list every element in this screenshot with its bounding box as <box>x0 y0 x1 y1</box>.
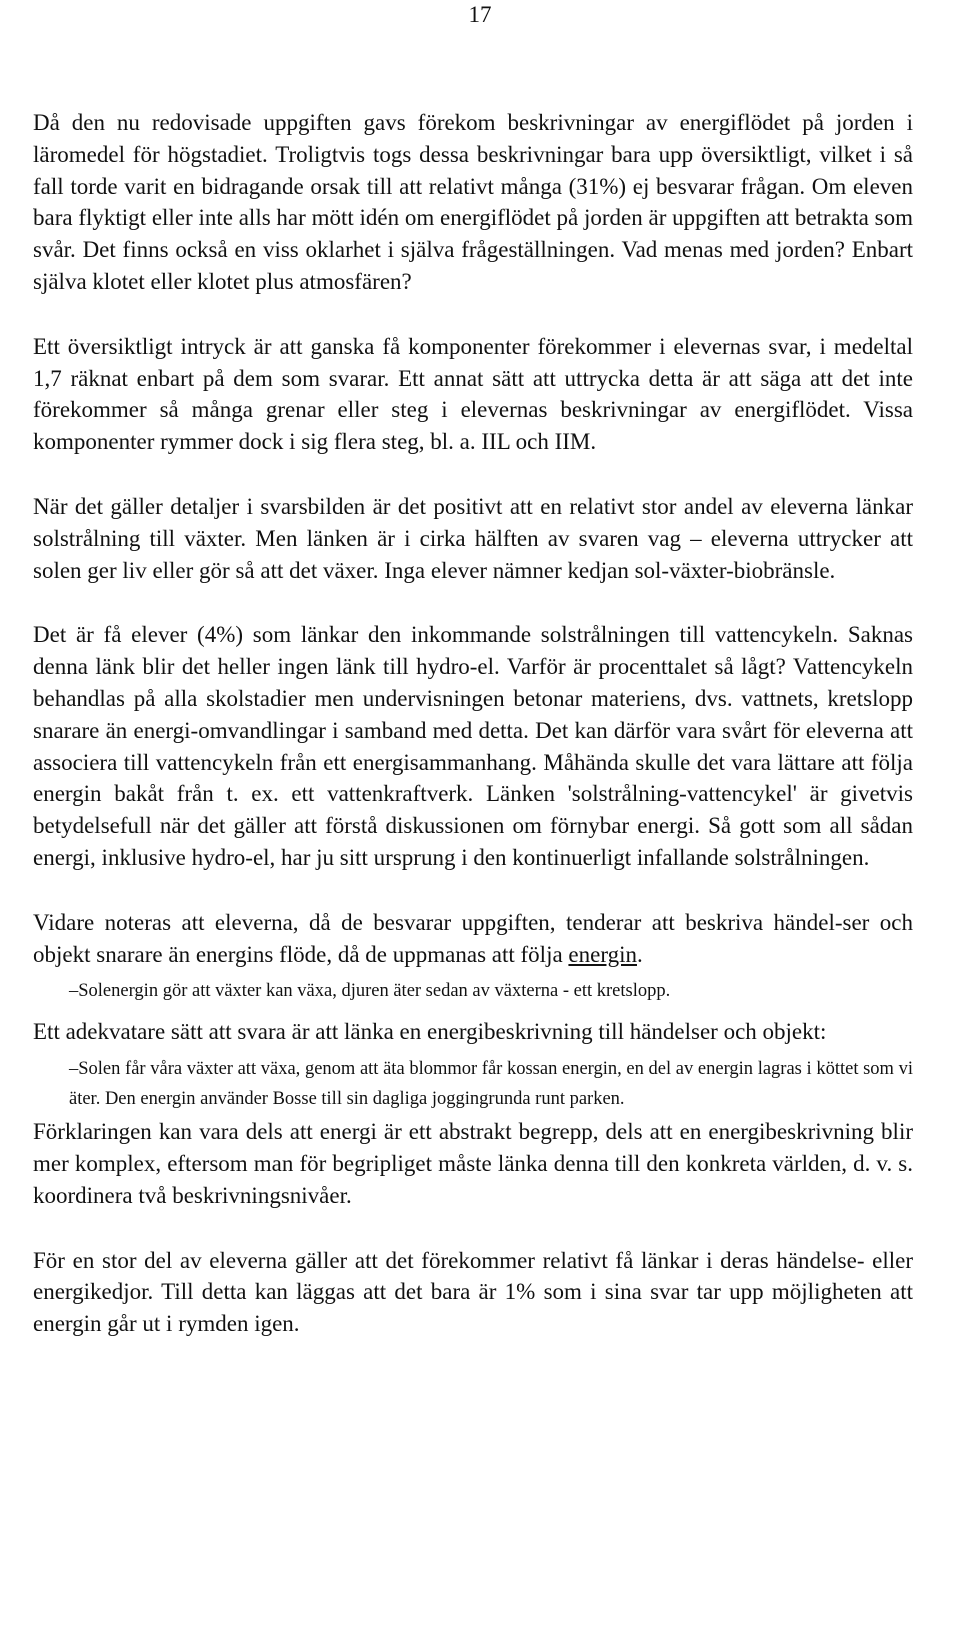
paragraph-events-objects <box>33 907 913 971</box>
paragraph-few-links: För en stor del av eleverna gäller att det förekommer relativt få länkar i deras händelse- eller energikedjor. Till detta kan läggas att det bara är 1% som i sina svar tar upp möjligheten att energin går ut i rymden igen. <box>33 1247 913 1337</box>
student-quote-2: –Solen får våra växter att växa, genom att äta blommor får kossan energin, en del av energin lagras i köttet som vi äter. Den energin använder Bosse till sin dagliga joggingrunda runt parken. <box>69 1059 913 1110</box>
paragraph-adequate-answer: Ett adekvatare sätt att svara är att länka en energibeskrivning till händelser och objekt: <box>33 1019 827 1045</box>
document-body <box>33 107 913 1340</box>
paragraph-components: Ett översiktligt intryck är att ganska få komponenter förekommer i elevernas svar, i medeltal 1,7 räknat enbart på dem som svarar. Ett annat sätt att uttrycka detta är att säga att det inte förekommer så många grenar eller steg i elevernas beskrivningar av energiflödet. Vissa komponenter rymmer dock i sig flera steg, bl. a. IIL och IIM. <box>33 333 913 455</box>
paragraph-explanation: Förklaringen kan vara dels att energi är ett abstrakt begrepp, dels att en energibeskrivning blir mer komplex, eftersom man för begripliget måste länka denna till den konkreta världen, d. v. s. koordinera två beskrivningsnivåer. <box>33 1119 913 1208</box>
paragraph-energy-flow-intro: Då den nu redovisade uppgiften gavs förekom beskrivningar av energiflödet på jorden i läromedel för högstadiet. Troligtvis togs dessa beskrivningar bara upp översiktligt, vilket i så fall torde varit en bidragande orsak till att relativt många (31%) ej besvarar frågan. Om eleven bara flyktigt eller inte alls har mött idén om energiflödet på jorden är uppgiften att betrakta som svår. Det finns också en viss oklarhet i själva frågeställningen. Vad menas med jorden? Enbart själva klotet eller klotet plus atmosfären? <box>33 110 913 294</box>
student-quote-1: –Solenergin gör att växter kan växa, djuren äter sedan av växterna - ett kretslopp. <box>69 981 671 1002</box>
paragraph-water-cycle: Det är få elever (4%) som länkar den inkommande solstrålningen till vattencykeln. Saknas denna länk blir det heller ingen länk till hydro-el. Varför är procenttalet så lågt? Vattencykeln behandlas på alla skolstadier men undervisningen betonar materiens, dvs. vattnets, kretslopp snarare än energi-omvandlingar i samband med detta. Det kan därför vara svårt för eleverna att associera till vattencykeln från ett energisammanhang. Måhända skulle det vara lättare att följa energin bakåt från t. ex. ett vattenkraftverk. Länken 'solstrålning-vattencykel' är givetvis betydelsefull när det gäller att förstå diskussionen om förnybar energi. Så gott som all sådan energi, inklusive hydro-el, har ju sitt ursprung i den kontinuerligt infallande solstrålningen. <box>33 622 913 870</box>
page-number: 17 <box>468 2 492 27</box>
paragraph-events-objects-text: Vidare noteras att eleverna, då de besvarar uppgiften, tenderar att beskriva händel-ser och objekt snarare än energins flöde, då de uppmanas att följa <box>33 909 913 967</box>
paragraph-events-objects-end: . <box>636 941 643 967</box>
underlined-word-energin: energin <box>568 941 637 967</box>
paragraph-details: När det gäller detaljer i svarsbilden är det positivt att en relativt stor andel av eleverna länkar solstrålning till växter. Men länken är i cirka hälften av svaren vag – eleverna uttrycker att solen ger liv eller gör så att det växer. Inga elever nämner kedjan sol-växter-biobränsle. <box>33 493 913 583</box>
